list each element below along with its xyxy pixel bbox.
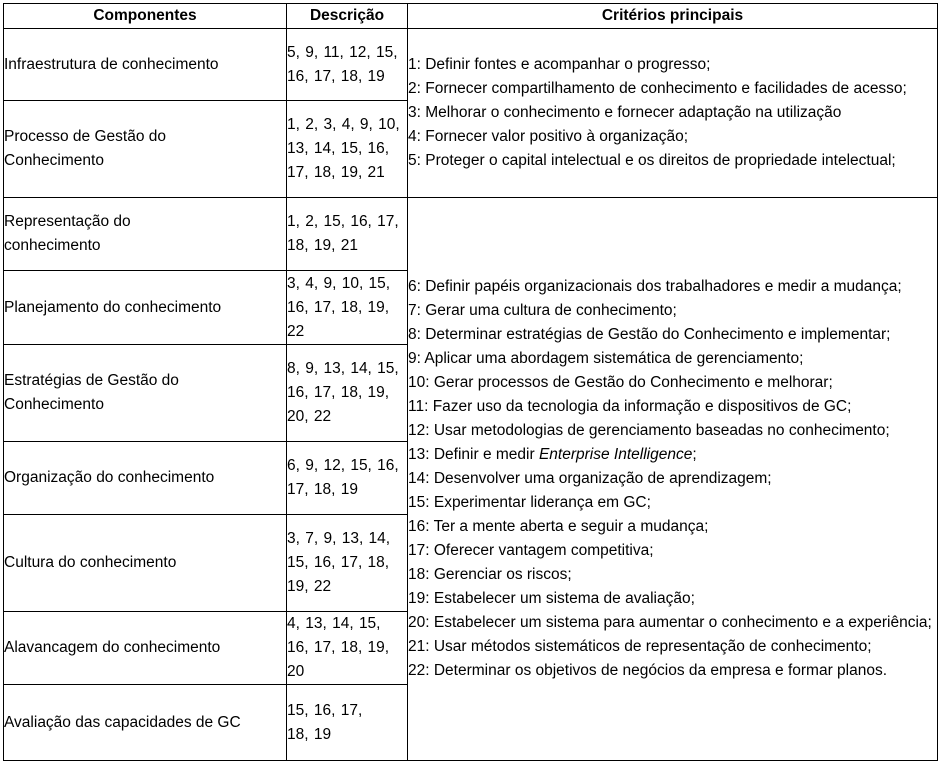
component-cell: Infraestrutura de conhecimento — [4, 29, 287, 101]
description-cell: 3, 4, 9, 10, 15, 16, 17, 18, 19, 22 — [287, 271, 408, 345]
description-cell: 1, 2, 3, 4, 9, 10, 13, 14, 15, 16, 17, 18, 19, 21 — [287, 101, 408, 198]
header-components: Componentes — [4, 4, 287, 29]
criteria-item: 7: Gerar uma cultura de conhecimento; — [408, 302, 677, 319]
criteria-text: 13: Definir e medir Enterprise Intelligence; — [408, 446, 697, 463]
description-cell: 3, 7, 9, 13, 14, 15, 16, 17, 18, 19, 22 — [287, 515, 408, 612]
criteria-item: 1: Definir fontes e acompanhar o progresso; — [408, 56, 711, 73]
criteria-item: 14: Desenvolver uma organização de aprendizagem; — [408, 470, 772, 487]
criteria-item: 16: Ter a mente aberta e seguir a mudança; — [408, 518, 709, 535]
component-cell: Cultura do conhecimento — [4, 515, 287, 612]
component-cell: Alavancagem do conhecimento — [4, 612, 287, 685]
criteria-cell-group-2 — [408, 198, 938, 761]
table-row — [4, 29, 938, 101]
description-cell: 15, 16, 17, 18, 19 — [287, 685, 408, 761]
header-criteria: Critérios principais — [408, 4, 938, 29]
criteria-item: 10: Gerar processos de Gestão do Conhecimento e melhorar; — [408, 374, 833, 391]
criteria-item: 9: Aplicar uma abordagem sistemática de gerenciamento; — [408, 350, 804, 367]
component-cell: Organização do conhecimento — [4, 442, 287, 515]
criteria-item: 2: Fornecer compartilhamento de conhecimento e facilidades de acesso; — [408, 80, 907, 97]
criteria-item: 15: Experimentar liderança em GC; — [408, 494, 651, 511]
criteria-cell-group-1 — [408, 29, 938, 198]
criteria-item: 12: Usar metodologias de gerenciamento baseadas no conhecimento; — [408, 422, 890, 439]
component-cell: Planejamento do conhecimento — [4, 271, 287, 345]
description-cell: 8, 9, 13, 14, 15, 16, 17, 18, 19, 20, 22 — [287, 345, 408, 442]
description-cell: 1, 2, 15, 16, 17, 18, 19, 21 — [287, 198, 408, 271]
description-cell: 6, 9, 12, 15, 16, 17, 18, 19 — [287, 442, 408, 515]
header-description: Descrição — [287, 4, 408, 29]
criteria-item: 8: Determinar estratégias de Gestão do Conhecimento e implementar; — [408, 326, 891, 343]
criteria-item: 22: Determinar os objetivos de negócios da empresa e formar planos. — [408, 662, 888, 679]
italic-term: Enterprise Intelligence — [538, 446, 693, 463]
criteria-item: 19: Estabelecer um sistema de avaliação; — [408, 590, 695, 607]
description-cell: 4, 13, 14, 15, 16, 17, 18, 19, 20 — [287, 612, 408, 685]
component-cell: Representação do conhecimento — [4, 198, 287, 271]
criteria-item: 18: Gerenciar os riscos; — [408, 566, 572, 583]
criteria-item: 6: Definir papéis organizacionais dos trabalhadores e medir a mudança; — [408, 278, 902, 295]
criteria-item: 21: Usar métodos sistemáticos de representação de conhecimento; — [408, 638, 872, 655]
criteria-item: 11: Fazer uso da tecnologia da informação e dispositivos de GC; — [408, 398, 852, 415]
criteria-item: 3: Melhorar o conhecimento e fornecer adaptação na utilização — [408, 104, 842, 121]
table-row — [4, 198, 938, 271]
criteria-item: 4: Fornecer valor positivo à organização; — [408, 128, 689, 145]
criteria-table-wrapper — [3, 3, 938, 761]
criteria-item: 17: Oferecer vantagem competitiva; — [408, 542, 654, 559]
criteria-item: 5: Proteger o capital intelectual e os direitos de propriedade intelectual; — [408, 152, 896, 169]
criteria-item — [408, 443, 937, 467]
component-cell: Estratégias de Gestão do Conhecimento — [4, 345, 287, 442]
component-cell: Processo de Gestão do Conhecimento — [4, 101, 287, 198]
criteria-item: 20: Estabelecer um sistema para aumentar o conhecimento e a experiência; — [408, 614, 932, 631]
component-cell: Avaliação das capacidades de GC — [4, 685, 287, 761]
description-cell: 5, 9, 11, 12, 15, 16, 17, 18, 19 — [287, 29, 408, 101]
table-header-row — [4, 4, 938, 29]
criteria-table — [3, 3, 938, 761]
